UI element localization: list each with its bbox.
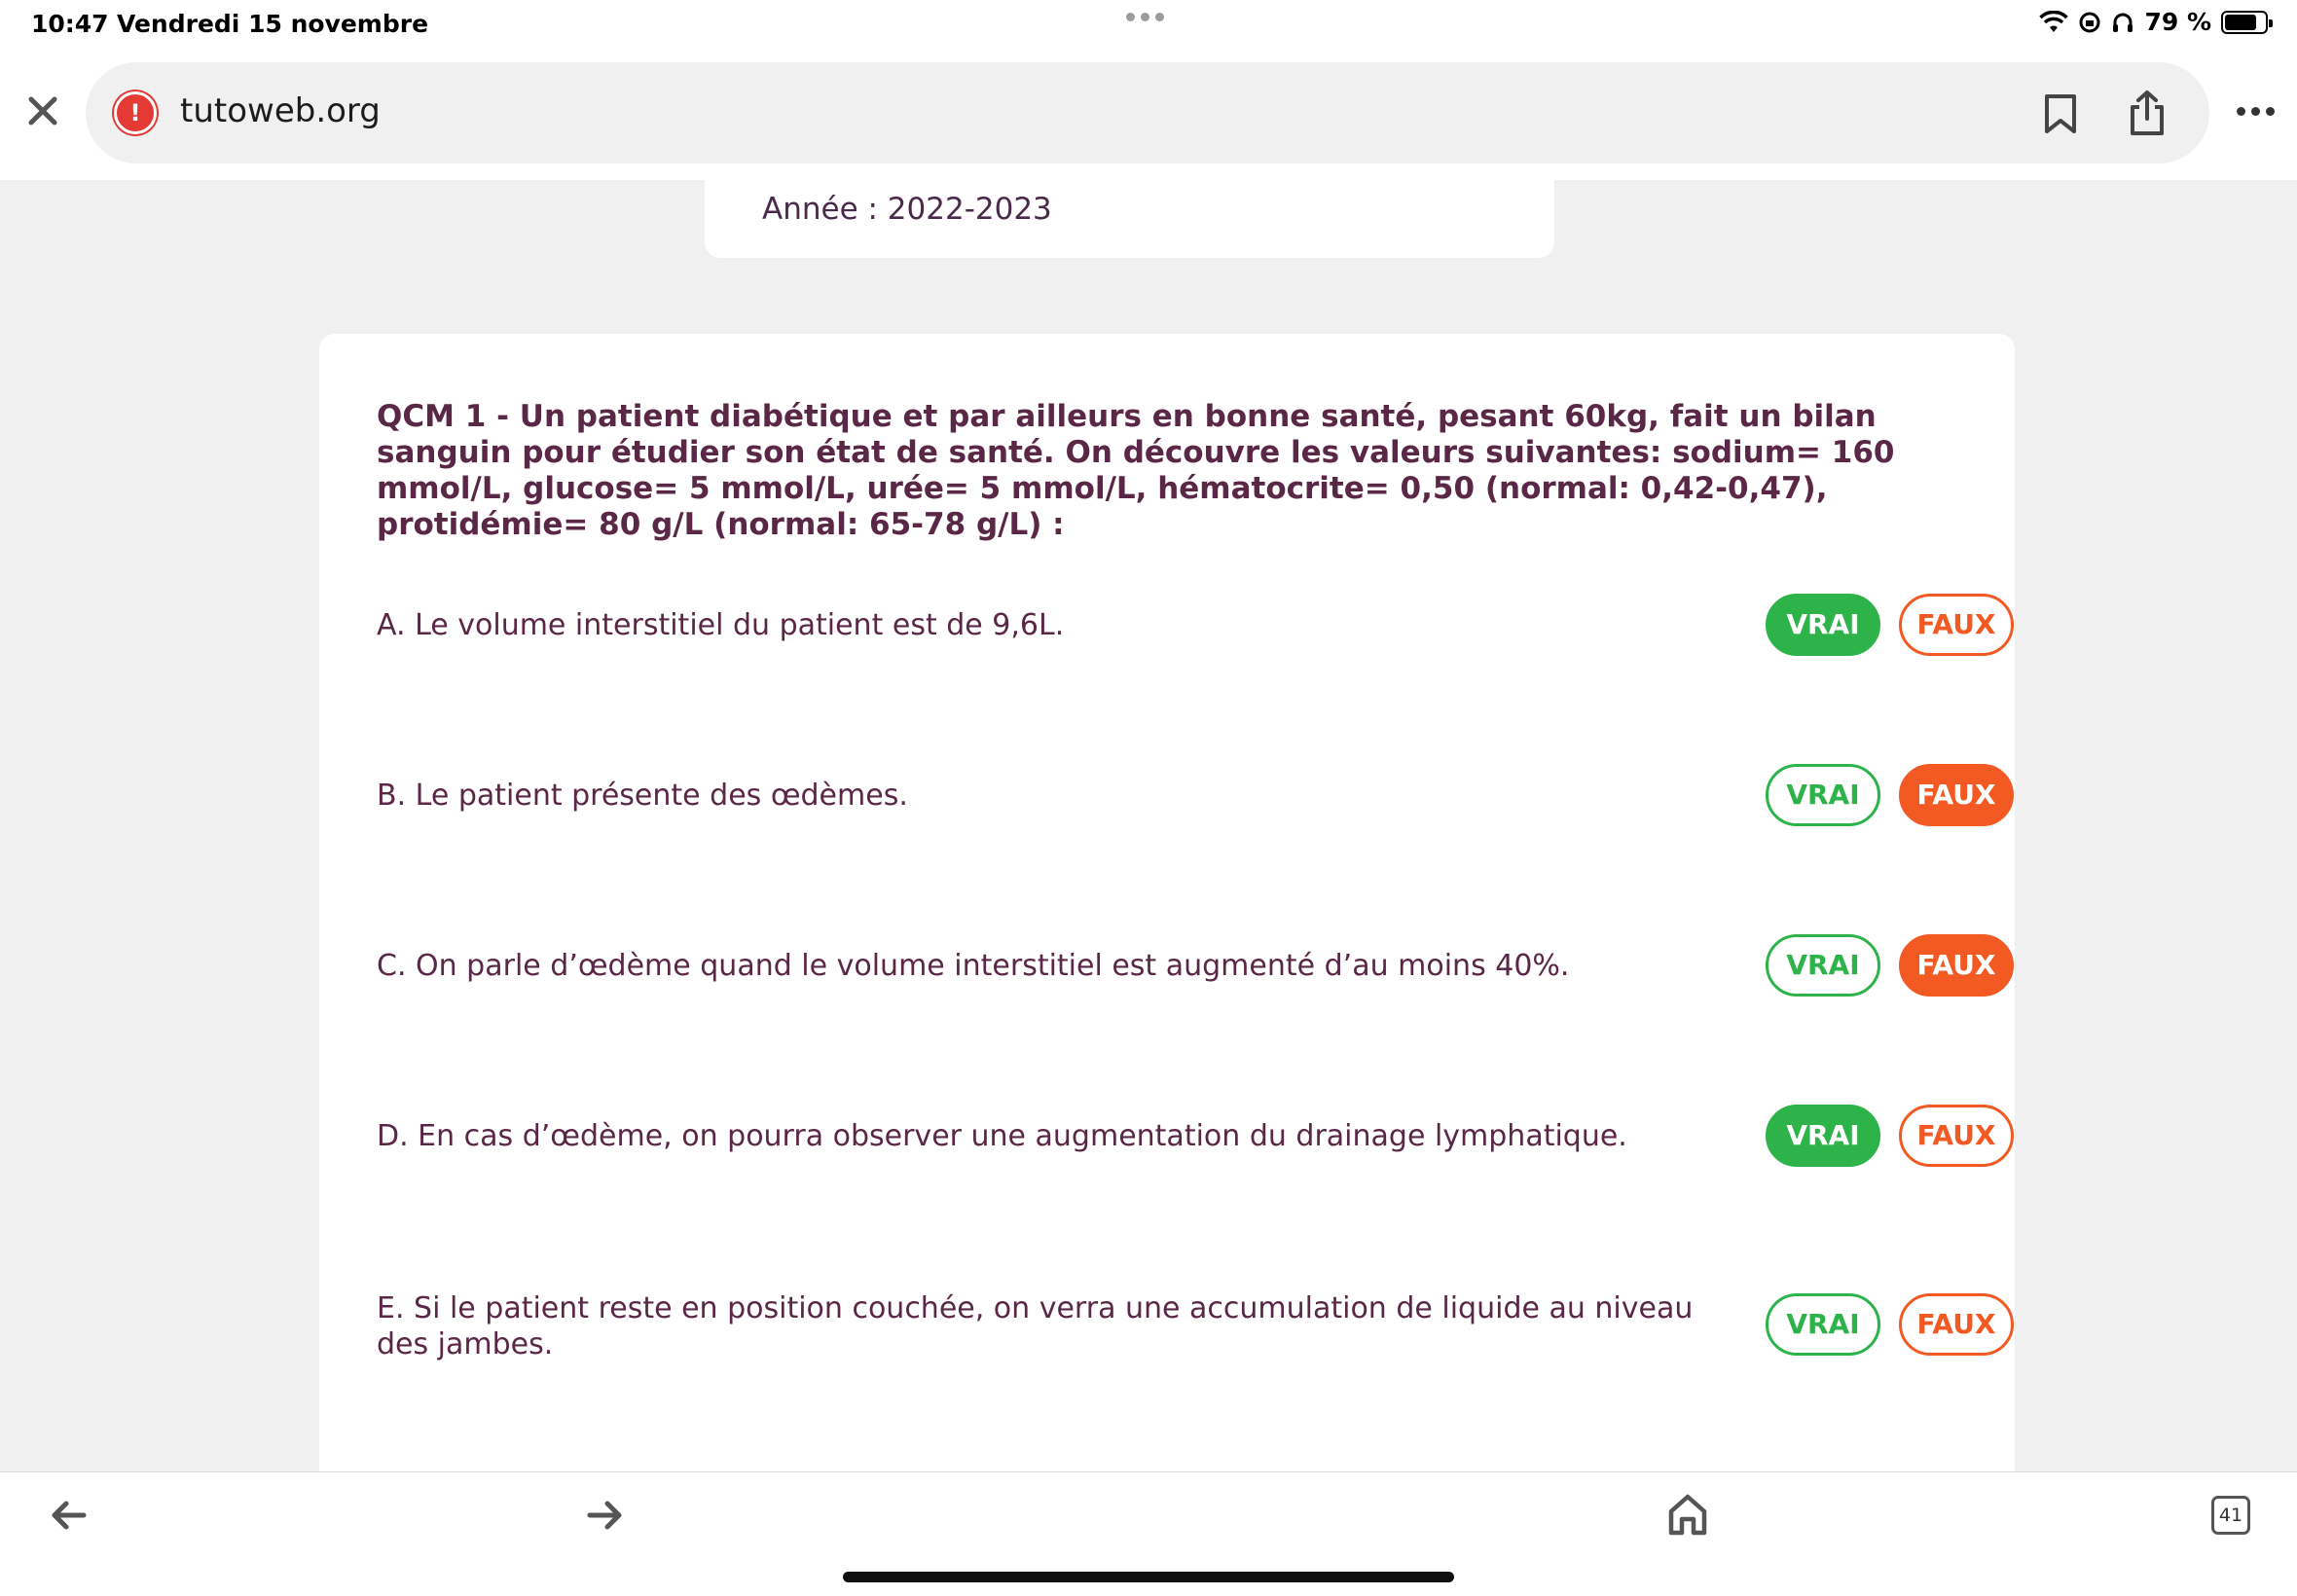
year-card	[705, 180, 1554, 258]
back-arrow-icon[interactable]	[47, 1494, 90, 1537]
faux-button[interactable]: FAUX	[1899, 594, 2014, 656]
bottom-toolbar	[0, 1471, 2297, 1596]
share-icon[interactable]	[2128, 90, 2167, 136]
vrai-button[interactable]: VRAI	[1766, 594, 1880, 656]
home-indicator[interactable]	[843, 1572, 1454, 1582]
url-text[interactable]: tutoweb.org	[180, 91, 381, 130]
answer-row-d	[377, 1105, 1996, 1173]
answer-row-c	[377, 934, 1996, 1002]
page-content	[0, 180, 2297, 1471]
answer-text: E. Si le patient reste en position couchée, on verra une accumulation de liquide au niveau des jambes.	[377, 1291, 1694, 1361]
answer-text: A. Le volume interstitiel du patient est de 9,6L.	[377, 608, 1065, 642]
status-indicators	[2039, 8, 2268, 36]
multitasking-dots[interactable]	[1126, 13, 1164, 21]
tabs-count-button[interactable]: 41	[2211, 1496, 2250, 1535]
answer-text: C. On parle d’œdème quand le volume interstitiel est augmenté d’au moins 40%.	[377, 949, 1570, 983]
home-icon[interactable]	[1666, 1492, 1709, 1537]
battery-icon	[2221, 11, 2268, 34]
bookmark-icon[interactable]	[2043, 93, 2078, 134]
faux-button[interactable]: FAUX	[1899, 934, 2014, 997]
faux-button[interactable]: FAUX	[1899, 1105, 2014, 1167]
answer-text: B. Le patient présente des œdèmes.	[377, 779, 908, 813]
vrai-button[interactable]: VRAI	[1766, 764, 1880, 826]
answer-row-b	[377, 764, 1996, 832]
more-options-icon[interactable]	[2237, 107, 2275, 116]
vrai-button[interactable]: VRAI	[1766, 934, 1880, 997]
year-text: Année : 2022-2023	[762, 192, 1052, 227]
answer-text: D. En cas d’œdème, on pourra observer une augmentation du drainage lymphatique.	[377, 1119, 1627, 1153]
status-time: 10:47	[31, 10, 109, 38]
faux-button[interactable]: FAUX	[1899, 1293, 2014, 1356]
qcm-card	[319, 334, 2015, 1471]
address-bar[interactable]	[86, 62, 2209, 163]
answer-row-a	[377, 594, 1996, 662]
status-date: Vendredi 15 novembre	[117, 10, 429, 38]
wifi-icon	[2039, 11, 2068, 34]
faux-button[interactable]: FAUX	[1899, 764, 2014, 826]
security-warning-icon[interactable]: !	[114, 91, 157, 134]
close-icon[interactable]	[23, 91, 62, 130]
vrai-button[interactable]: VRAI	[1766, 1293, 1880, 1356]
rotation-lock-icon	[2078, 11, 2101, 34]
answer-row-e	[377, 1291, 1996, 1361]
battery-percent: 79 %	[2144, 8, 2211, 36]
qcm-question: QCM 1 - Un patient diabétique et par ailleurs en bonne santé, pesant 60kg, fait un bilan sanguin pour étudier son état de santé. On découvre les valeurs suivantes: sodium= 160 mmol/L, glucose= 5 mmol/L, urée= 5 mmol/L, hématocrite= 0,50 (normal: 0,42-0,47), protidémie= 80 g/L (normal: 65-78 g/L) :	[377, 399, 1895, 542]
browser-toolbar	[0, 49, 2297, 180]
headphones-icon	[2111, 11, 2134, 34]
status-bar	[0, 0, 2297, 49]
forward-arrow-icon[interactable]	[584, 1494, 627, 1537]
vrai-button[interactable]: VRAI	[1766, 1105, 1880, 1167]
